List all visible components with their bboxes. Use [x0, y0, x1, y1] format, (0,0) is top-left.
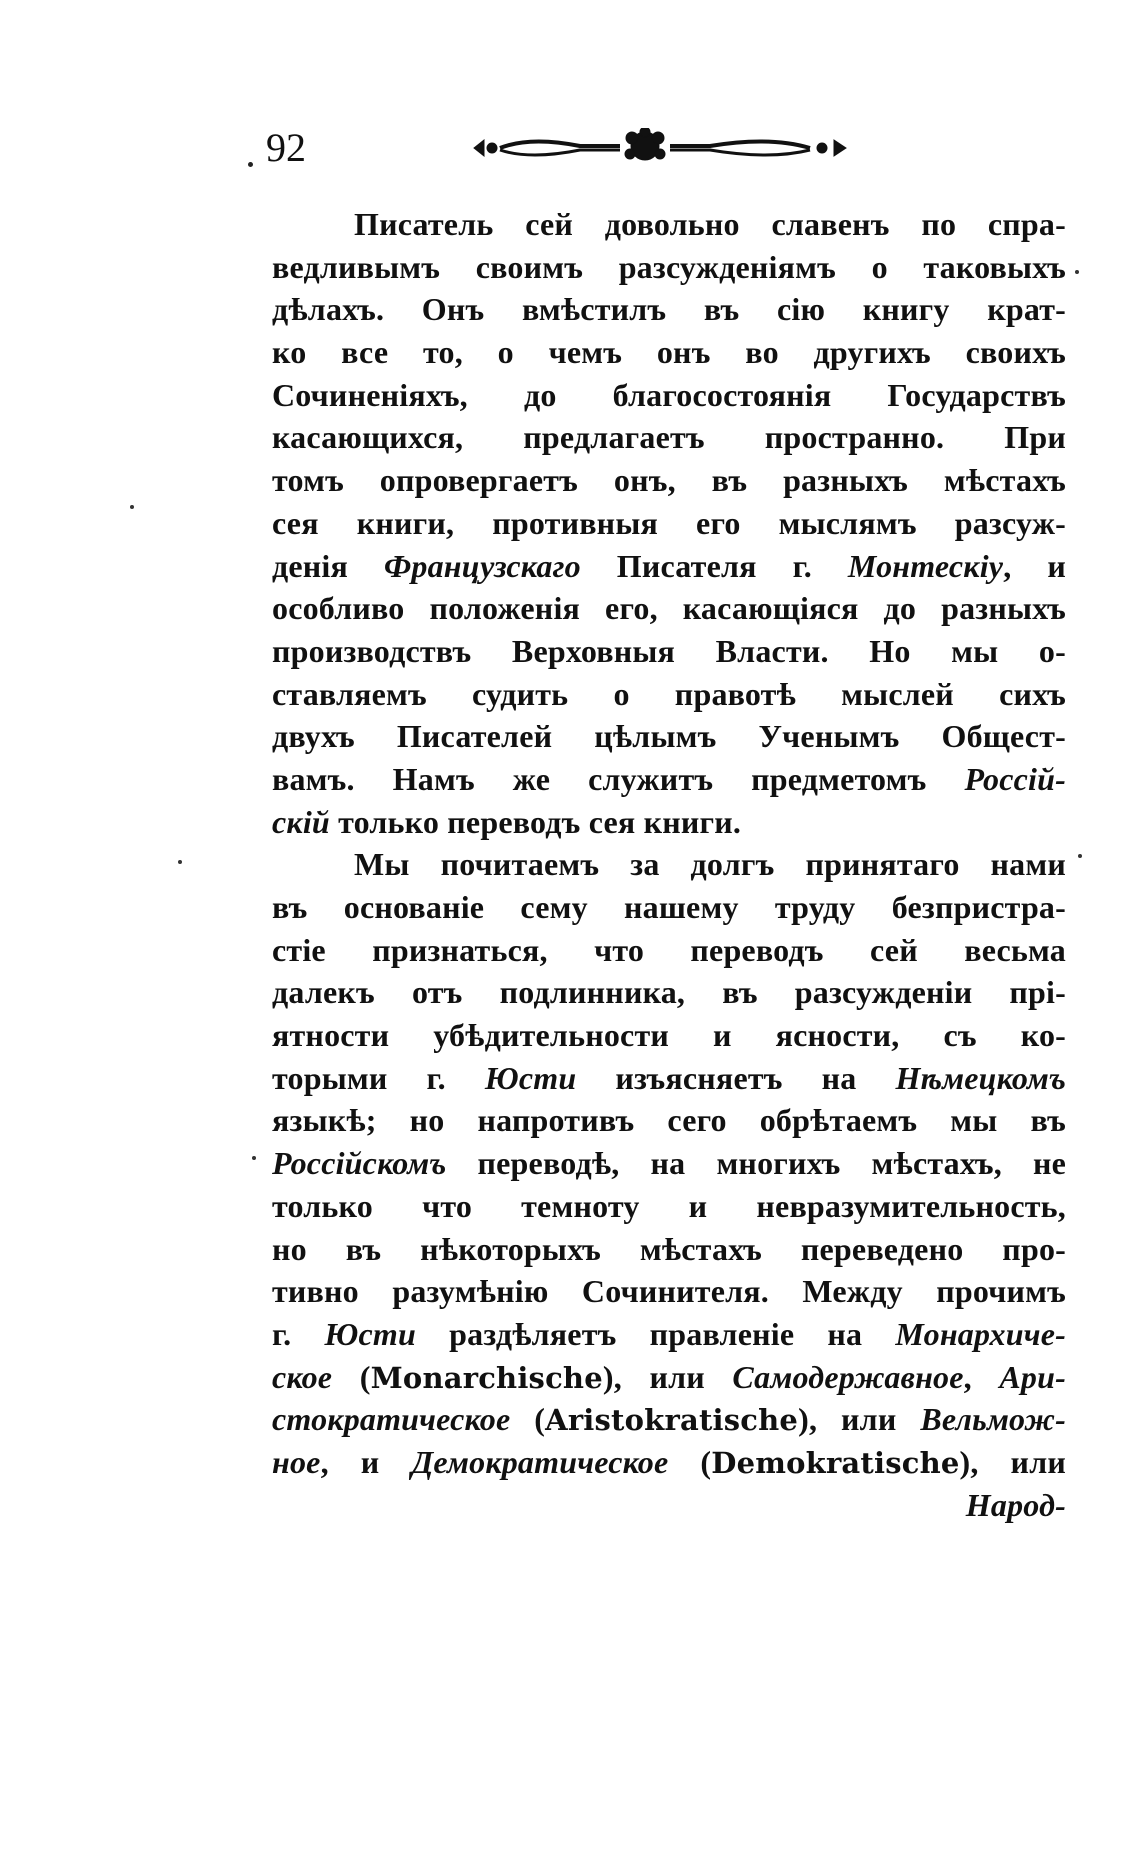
text-line [272, 801, 1066, 844]
text-run: Мы почитаемъ за долгъ принятаго нами [354, 846, 1066, 883]
text-line [272, 459, 1066, 502]
text-run: Писателя г. [580, 547, 848, 584]
text-run: производствъ Верховныя Власти. Но мы о- [272, 632, 1066, 669]
text-run: , и [320, 1443, 412, 1480]
text-run: ), или [602, 1358, 733, 1395]
text-run: ( [668, 1443, 712, 1480]
german-term: Monarchische [370, 1360, 603, 1395]
italic-text: Ари- [999, 1358, 1066, 1395]
italic-text: Монтескiу [847, 547, 1004, 584]
text-run: , [963, 1358, 1000, 1395]
text-run: ко все то, о чемъ онъ во другихъ своихъ [272, 334, 1066, 371]
text-run: тивно разумѣнiю Сочинителя. Между прочимъ [272, 1273, 1066, 1310]
text-run: денiя [272, 547, 384, 584]
text-line [272, 1099, 1066, 1142]
text-line [272, 1441, 1066, 1484]
paragraph [272, 843, 1066, 1526]
text-line [272, 1270, 1066, 1313]
text-line [272, 246, 1066, 289]
italic-text: стократическое [272, 1401, 511, 1438]
text-run: , и [1003, 547, 1066, 584]
text-run: ведливымъ своимъ разсужденiямъ о таковыхъ [272, 248, 1066, 285]
italic-text: Юсти [484, 1059, 577, 1096]
text-run: Сочиненiяхъ, до благосостоянiя Государствъ [272, 376, 1066, 413]
text-line [272, 1398, 1066, 1441]
text-line [272, 673, 1066, 716]
paper-speck [1075, 270, 1079, 274]
text-line [272, 416, 1066, 459]
text-line [272, 971, 1066, 1014]
text-line [272, 630, 1066, 673]
text-line [272, 1057, 1066, 1100]
italic-text: Юсти [324, 1315, 416, 1352]
text-run: торыми г. [272, 1059, 485, 1096]
paragraph [272, 203, 1066, 843]
text-run: раздѣляетъ правленiе на [416, 1315, 896, 1352]
text-run: но въ нѣкоторыхъ мѣстахъ переведено про- [272, 1230, 1066, 1267]
text-line [272, 374, 1066, 417]
page-number: 92 [266, 125, 306, 170]
text-line [272, 1228, 1066, 1271]
text-run: въ основанiе сему нашему труду безпристра- [272, 889, 1066, 925]
stray-dot [248, 162, 253, 167]
body-text [272, 203, 1066, 1526]
text-line [272, 886, 1066, 929]
italic-text: Демократическое [411, 1443, 669, 1480]
text-run: сея книги, противныя его мыслямъ разсуж- [272, 504, 1066, 541]
italic-text: скiй [272, 803, 330, 840]
text-line [272, 1142, 1066, 1185]
paper-speck [1078, 854, 1082, 858]
text-run: стiе признаться, что переводъ сей весьма [272, 931, 1066, 968]
paper-speck [178, 860, 182, 864]
header-ornament-icon [470, 128, 850, 168]
text-run: вамъ. Намъ же служитъ предметомъ [272, 760, 965, 797]
text-line [272, 502, 1066, 545]
italic-text: Россiй- [964, 760, 1066, 797]
italic-text: Россiйскомъ [272, 1145, 447, 1182]
text-line [272, 1313, 1066, 1356]
paper-speck [130, 505, 134, 509]
italic-text: ское [272, 1358, 333, 1395]
text-run: только что темноту и невразумительность, [272, 1187, 1066, 1224]
text-run: ятности убѣдительности и ясности, съ ко- [272, 1017, 1066, 1054]
text-line [272, 288, 1066, 331]
text-run: г. [272, 1315, 325, 1352]
german-term: Demokratische [711, 1445, 960, 1480]
text-line [272, 1185, 1066, 1228]
text-line [272, 1014, 1066, 1057]
italic-text: Французскаго [383, 547, 581, 584]
text-line [272, 758, 1066, 801]
italic-text: Народ- [965, 1486, 1066, 1523]
italic-text: Монархиче- [895, 1315, 1066, 1352]
text-line [272, 203, 1066, 246]
text-run: Писатель сей довольно славенъ по спра- [354, 206, 1066, 242]
text-run: томъ опровергаетъ онъ, въ разныхъ мѣстахъ [272, 462, 1066, 499]
italic-text: Самодержавное [732, 1358, 964, 1395]
text-line [272, 331, 1066, 374]
text-run: особливо положенiя его, касающiяся до разныхъ [272, 590, 1066, 627]
italic-text: ное [272, 1443, 321, 1480]
text-run: ( [332, 1358, 371, 1395]
text-line [272, 929, 1066, 972]
paper-speck [252, 1156, 256, 1160]
italic-text: Нѣмецкомъ [895, 1059, 1066, 1096]
text-line [272, 1356, 1066, 1399]
text-run: ( [510, 1401, 546, 1438]
text-line [272, 587, 1066, 630]
text-run: двухъ Писателей цѣлымъ Ученымъ Общест- [272, 718, 1066, 755]
text-run: дѣлахъ. Онъ вмѣстилъ въ сiю книгу крат- [272, 291, 1066, 328]
german-term: Aristokratische [545, 1403, 799, 1438]
text-run: касающихся, предлагаетъ пространно. При [272, 419, 1066, 456]
text-run: изъясняетъ на [576, 1059, 896, 1096]
text-run: ставляемъ судить о правотѣ мыслей сихъ [272, 675, 1066, 712]
text-run: ), или [959, 1443, 1066, 1480]
text-run: языкѣ; но напротивъ сего обрѣтаемъ мы въ [272, 1102, 1066, 1139]
text-line [272, 545, 1066, 588]
text-line [272, 715, 1066, 758]
text-run: далекъ отъ подлинника, въ разсужденiи прi- [272, 974, 1066, 1011]
text-run: ), или [798, 1401, 921, 1438]
text-line [272, 843, 1066, 886]
italic-text: Вельмож- [920, 1401, 1066, 1438]
text-run: только переводъ сея книги. [329, 803, 742, 840]
text-line [272, 1484, 1066, 1527]
text-run: переводѣ, на многихъ мѣстахъ, не [446, 1145, 1066, 1182]
